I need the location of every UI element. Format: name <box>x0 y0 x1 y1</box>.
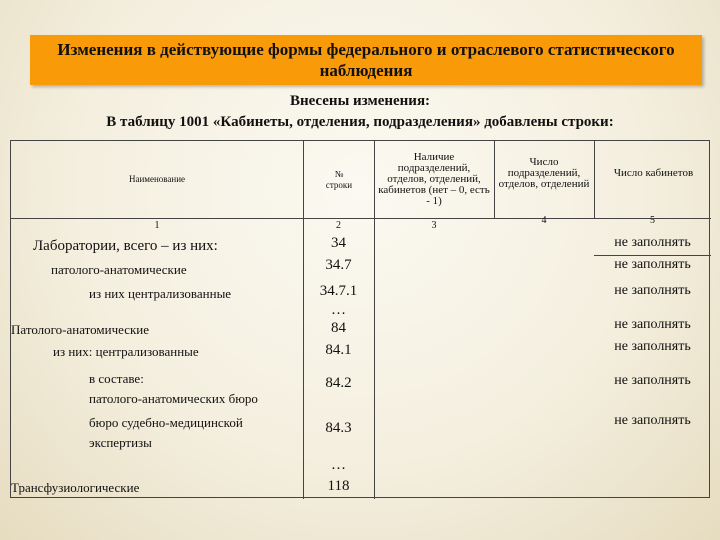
header-presence: Наличие подразделений, отделов, отделений, кабинетов (нет – 0, есть - 1) <box>378 151 490 207</box>
row-note: не заполнять <box>614 257 691 272</box>
row-note: не заполнять <box>614 339 691 354</box>
row-name: из них централизованные <box>89 286 232 301</box>
row-code: 84 <box>331 320 346 336</box>
col-divider <box>374 141 375 499</box>
row-name: Патолого-анатомические <box>11 322 150 337</box>
header-name: Наименование <box>128 174 186 184</box>
banner-title: Изменения в действующие формы федерального и отраслевого статистического наблюдения <box>57 40 675 80</box>
row-name: из них: централизованные <box>53 344 199 359</box>
row-note: не заполнять <box>614 373 691 388</box>
column-number: 4 <box>541 215 547 226</box>
row-code: 84.1 <box>325 342 352 358</box>
col-divider <box>494 141 495 218</box>
row-code-ellipsis: … <box>331 457 346 473</box>
row-code: 34.7.1 <box>319 283 358 299</box>
subtitle-line-2: В таблицу 1001 «Кабинеты, отделения, подразделения» добавлены строки: <box>106 114 614 130</box>
row-name: патолого-анатомические <box>51 262 187 277</box>
col-divider <box>594 141 595 218</box>
row-name: бюро судебно-медицинской экспертизы <box>89 415 243 450</box>
row-code: 118 <box>327 478 350 494</box>
row-code: 34.7 <box>325 257 352 273</box>
changes-table <box>10 140 710 498</box>
row-code-ellipsis: … <box>331 302 346 318</box>
subtitle-line-1: Внесены изменения: <box>289 93 431 109</box>
row-code: 84.3 <box>325 420 352 436</box>
row-name: в составе: патолого-анатомических бюро <box>89 371 258 406</box>
column-number: 3 <box>431 220 437 231</box>
header-count-cabinets: Число кабинетов <box>613 166 694 179</box>
row-name: Трансфузиологические <box>11 480 140 495</box>
row-note: не заполнять <box>614 283 691 298</box>
column-number: 2 <box>336 220 341 231</box>
row-note: не заполнять <box>614 317 691 332</box>
column-number: 5 <box>650 215 655 226</box>
title-banner <box>30 35 702 85</box>
column-number: 1 <box>154 220 160 231</box>
row-note: не заполнять <box>614 235 691 250</box>
row-name: Лаборатории, всего – из них: <box>33 238 218 254</box>
row-code: 34 <box>331 235 346 251</box>
row-note: не заполнять <box>614 413 691 428</box>
header-row-number: № строки <box>325 169 353 190</box>
header-count-units: Число подразделений, отделов, отделений <box>498 155 590 190</box>
row-code: 84.2 <box>325 375 352 391</box>
